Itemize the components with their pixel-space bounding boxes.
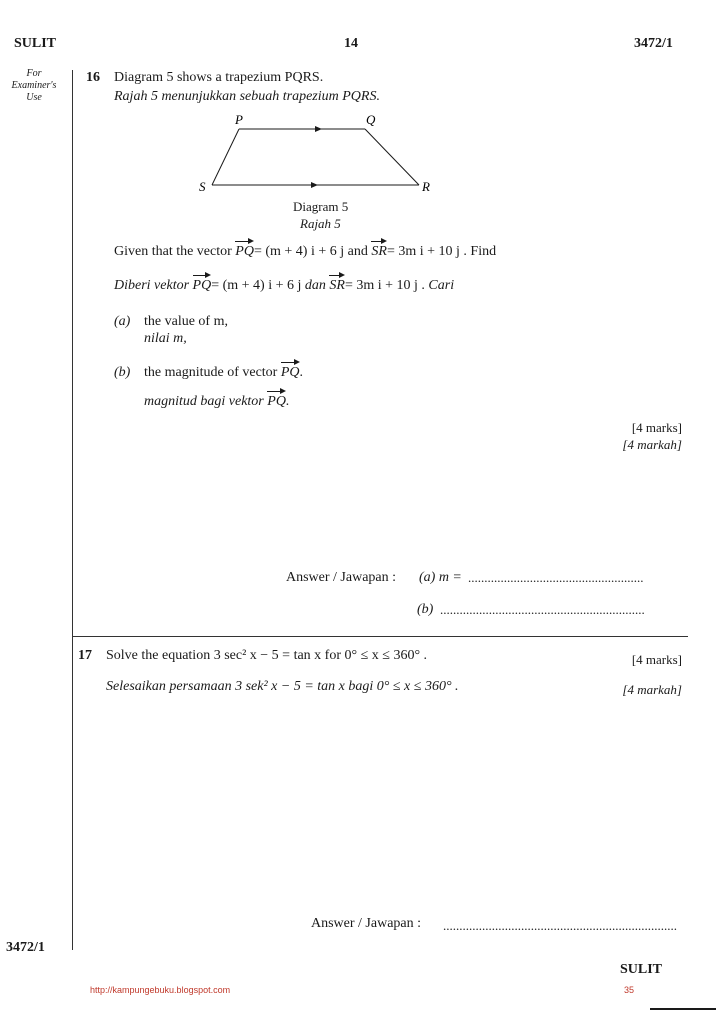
- answer-a-line[interactable]: ......................................................: [468, 570, 644, 585]
- answer-a-label: (a) m =: [419, 570, 462, 585]
- part-b-prefix: the magnitude of vector: [144, 365, 278, 380]
- part-a-text-en: the value of m,: [144, 314, 228, 329]
- answer-b-label: (b): [417, 602, 434, 617]
- vertex-q-label: Q: [366, 112, 376, 127]
- q17-marks-en: [4 marks]: [631, 652, 682, 667]
- q17-number: 17: [78, 648, 92, 663]
- pq-expression: = (m + 4) i + 6 j: [211, 278, 302, 293]
- examiner-note-line: For: [26, 68, 42, 79]
- answer-b-line[interactable]: ...............................................................: [440, 602, 645, 617]
- side-qr: [365, 129, 419, 185]
- given-line-ms: [114, 278, 454, 294]
- footer-url-link[interactable]: http://kampungebuku.blogspot.com: [90, 985, 231, 995]
- q17-answer-label: Answer / Jawapan :: [311, 916, 422, 931]
- given-line-en: [114, 244, 496, 260]
- examiner-note: [0, 68, 68, 104]
- header-page-number: 14: [344, 36, 358, 51]
- footer-paper-code: 3472/1: [6, 940, 45, 955]
- part-b-prefix: magnitud bagi vektor: [144, 394, 264, 409]
- part-b-text-ms: [144, 394, 289, 410]
- vertex-r-label: R: [422, 179, 430, 194]
- part-b-end: .: [299, 365, 304, 380]
- examiner-note-line: Use: [26, 92, 42, 103]
- margin-rule: [72, 70, 73, 950]
- vertex-s-label: S: [199, 179, 206, 194]
- q16-marks-ms: [4 markah]: [622, 437, 682, 452]
- footer-sulit: SULIT: [620, 962, 663, 977]
- vector-pq: PQ: [280, 365, 300, 380]
- q16-number: 16: [86, 70, 100, 85]
- vector-pq: PQ: [192, 278, 212, 293]
- vector-sr: SR: [371, 244, 387, 259]
- vector-pq: PQ: [267, 394, 286, 409]
- given-prefix: Given that the vector: [114, 244, 232, 259]
- q16-text-ms: Rajah 5 menunjukkan sebuah trapezium PQRS.: [114, 89, 380, 104]
- given-find: Find: [470, 244, 497, 259]
- vertex-p-label: P: [235, 112, 243, 127]
- part-b-end: .: [285, 394, 290, 409]
- diagram-caption-en: Diagram 5: [293, 199, 349, 214]
- arrow-sr: [311, 182, 318, 188]
- sr-expression: = 3m i + 10 j .: [386, 244, 467, 259]
- given-find: Cari: [428, 278, 455, 293]
- q16-text-en: Diagram 5 shows a trapezium PQRS.: [114, 70, 324, 85]
- header-sulit: SULIT: [14, 36, 57, 51]
- examiner-note-line: Examiner's: [11, 80, 57, 91]
- question-divider: [72, 636, 688, 637]
- sr-expression: = 3m i + 10 j .: [344, 278, 425, 293]
- part-b-label: (b): [114, 365, 131, 380]
- part-b-text-en: [144, 365, 303, 381]
- q16-marks-en: [4 marks]: [631, 420, 682, 435]
- trapezium-diagram: [195, 110, 445, 202]
- side-ps: [212, 129, 239, 185]
- q17-marks-ms: [4 markah]: [622, 682, 682, 697]
- footer-rule: [650, 1008, 716, 1010]
- pq-expression: = (m + 4) i + 6 j: [253, 244, 345, 259]
- vector-sr: SR: [329, 278, 345, 293]
- arrow-pq: [315, 126, 322, 132]
- q16-answer-label: Answer / Jawapan :: [286, 570, 397, 585]
- part-a-label: (a): [114, 314, 131, 329]
- diagram-caption-ms: Rajah 5: [300, 216, 341, 231]
- footer-page: 35: [624, 985, 635, 995]
- part-a-text-ms: nilai m,: [144, 331, 187, 346]
- given-and: dan: [304, 278, 326, 293]
- header-paper-code: 3472/1: [634, 36, 673, 51]
- q17-answer-line[interactable]: ........................................................................: [443, 918, 677, 933]
- given-and: and: [347, 244, 368, 259]
- vector-pq: PQ: [235, 244, 254, 259]
- q17-text-ms: Selesaikan persamaan 3 sek² x − 5 = tan x bagi 0° ≤ x ≤ 360° .: [106, 679, 459, 694]
- given-prefix: Diberi vektor: [114, 278, 190, 293]
- q17-text-en: Solve the equation 3 sec² x − 5 = tan x for 0° ≤ x ≤ 360° .: [106, 648, 428, 663]
